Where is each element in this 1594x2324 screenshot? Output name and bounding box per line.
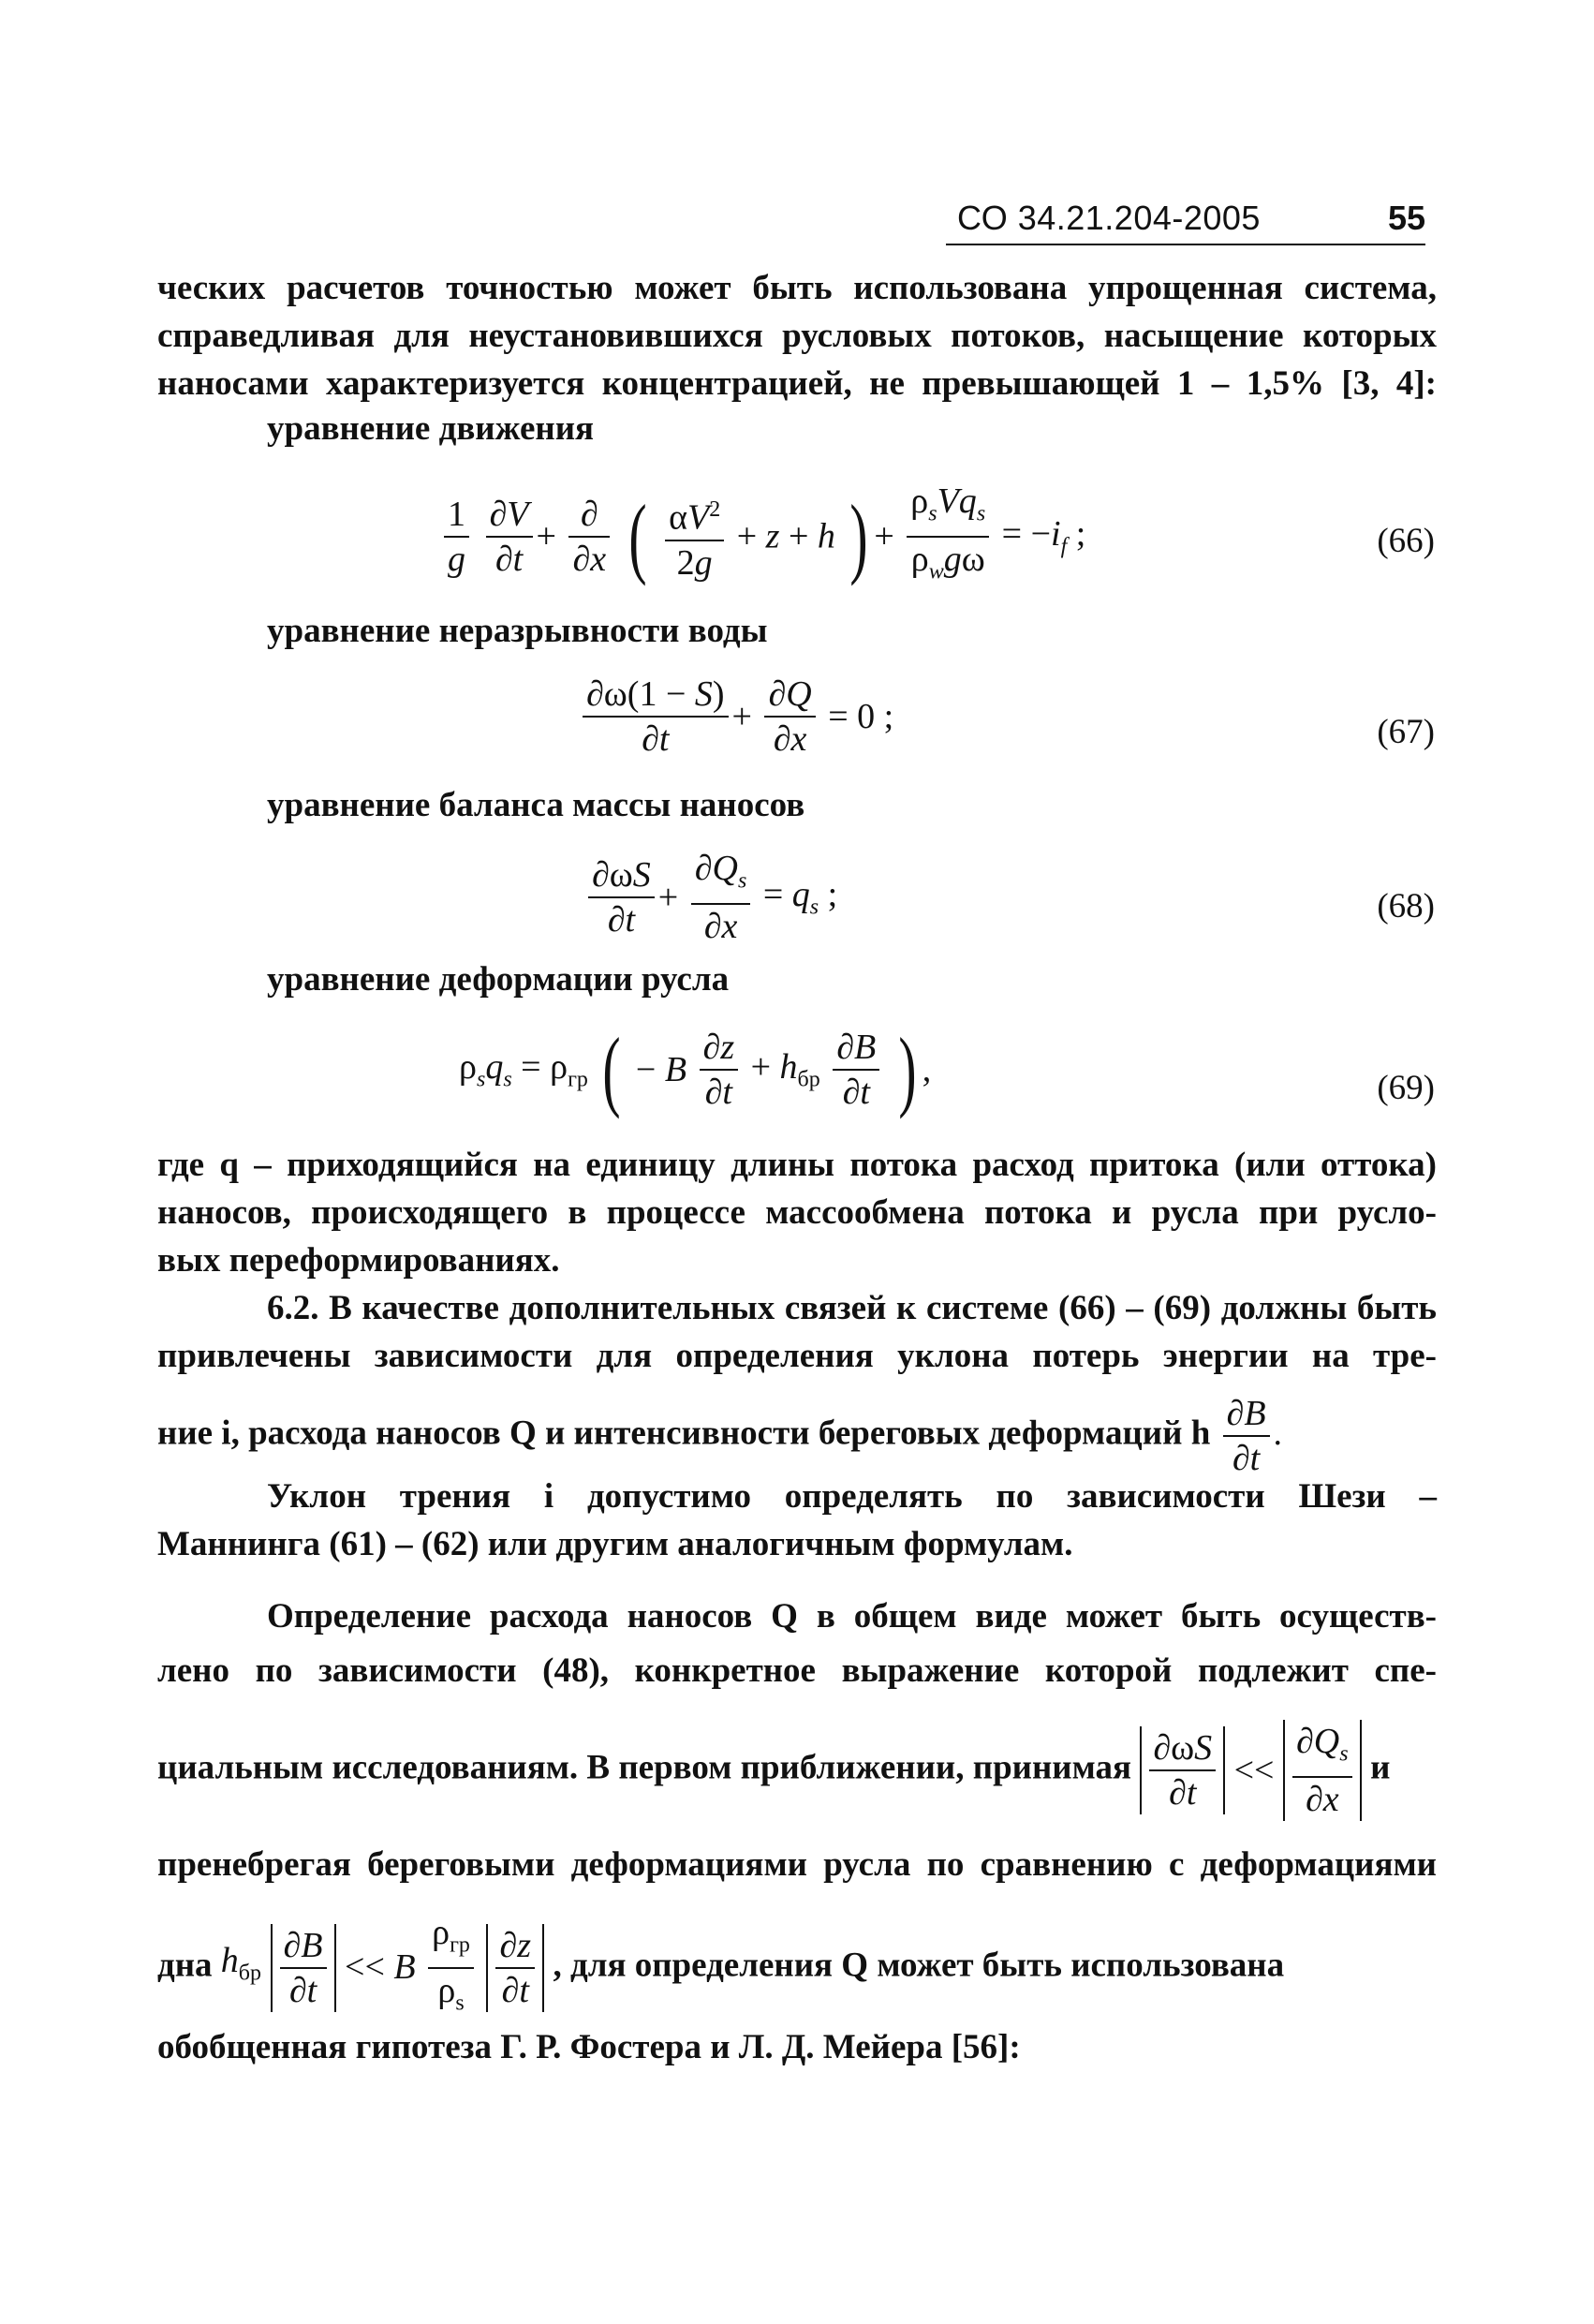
bottom-line [157,1911,1437,2024]
bottom-line-prefix: дна [157,1946,213,1985]
equation-68-number: (68) [1377,887,1435,925]
bottom-line-suffix: , для определения Q может быть использована [553,1946,1285,1985]
sediment-line-1: Определение расхода наносов Q в общем виде может быть осуществ- [267,1597,1437,1636]
intro-line-2: справедливая для неустановившихся русловых потоков, насыщение которых [157,317,1437,355]
label-motion-equation: уравнение движения [267,409,595,448]
section-6-2-line-3-text: ние i, расхода наносов Q и интенсивности береговых деформаций h [157,1414,1211,1453]
section-6-2-line-3 [157,1392,1375,1480]
where-line-1: где q – приходящийся на единицу длины потока расход притока (или оттока) [157,1146,1437,1184]
equation-69-number: (69) [1377,1069,1435,1107]
where-line-2: наносов, происходящего в процессе массообмена потока и русла при русло- [157,1193,1437,1232]
sediment-line-2: лено по зависимости (48), конкретное выражение которой подлежит спе- [157,1651,1437,1690]
friction-line-1: Уклон трения i допустимо определять по зависимости Шези – [267,1477,1437,1516]
page-number: 55 [1387,199,1425,237]
page-header [946,199,1425,245]
section-6-2-line-2: привлечены зависимости для определения уклона потерь энергии на тре- [157,1337,1437,1375]
intro-line-1: ческих расчетов точностью может быть использована упрощенная система, [157,269,1437,307]
special-line-and: и [1370,1748,1391,1787]
equation-69: $\rho_sq_s = \rho_{гр}$ ( − B $\frac{\partial z}{\partial t}$ + $h_{бр}$ $\frac{\partial B}{\partial t}$ ) , [459,1019,932,1119]
neglect-line: пренебрегая береговыми деформациями русла по сравнению с деформациями [157,1845,1437,1884]
equation-66: $\frac{1}{g}$ $\frac{\partial V}{\partial t}$ + $\frac{\partial}{\partial x}$ ( $\frac{\alpha V^2}{2g}$ + z + h ) + $\frac{\rho_sVq_s}{\rho_wg\omega}$ = $-i_f$ ; [440,480,1085,593]
label-continuity-equation: уравнение неразрывности воды [267,612,768,650]
special-line-text: циальным исследованиям. В первом приближении, принимая [157,1748,1132,1787]
inline-inequality-2: $h_{бр}$ $\frac{\partial B}{\partial t}$ << B $\frac{\rho_{гр}}{\rho_s}$ $\frac{\partial z}{\partial t}$ [221,1945,553,1984]
section-6-2-line-1: 6.2. В качестве дополнительных связей к системе (66) – (69) должны быть [267,1289,1437,1327]
equation-66-number: (66) [1377,522,1435,560]
equation-67: $\frac{\partial\omega(1 - S)}{\partial t}$ + $\frac{\partial Q}{\partial x}$ = 0 ; [579,673,893,761]
equation-68: $\frac{\partial\omega S}{\partial t}$ + $\frac{\partial Q_s}{\partial x}$ = $q_s$ ; [584,847,837,948]
label-bed-deformation-equation: уравнение деформации русла [267,960,730,999]
friction-line-2: Маннинга (61) – (62) или другим аналогичным формулам. [157,1525,1073,1563]
final-line: обобщенная гипотеза Г. Р. Фостера и Л. Д. Мейера [56]: [157,2028,1021,2066]
intro-line-3: наносами характеризуется концентрацией, не превышающей 1 – 1,5% [3, 4]: [157,364,1437,403]
inline-inequality-1: $\frac{\partial\omega S}{\partial t}$ << $\frac{\partial Q_s}{\partial x}$ [1140,1748,1370,1787]
header-rule [946,244,1425,245]
where-line-3: вых переформированиях. [157,1241,560,1280]
document-code: СО 34.21.204-2005 [957,199,1261,237]
inline-dB-dt: $\frac{\partial B}{\partial t}$ . [1219,1414,1283,1453]
equation-67-number: (67) [1377,713,1435,751]
label-sediment-balance-equation: уравнение баланса массы наносов [267,786,805,824]
special-line [157,1720,1437,1821]
